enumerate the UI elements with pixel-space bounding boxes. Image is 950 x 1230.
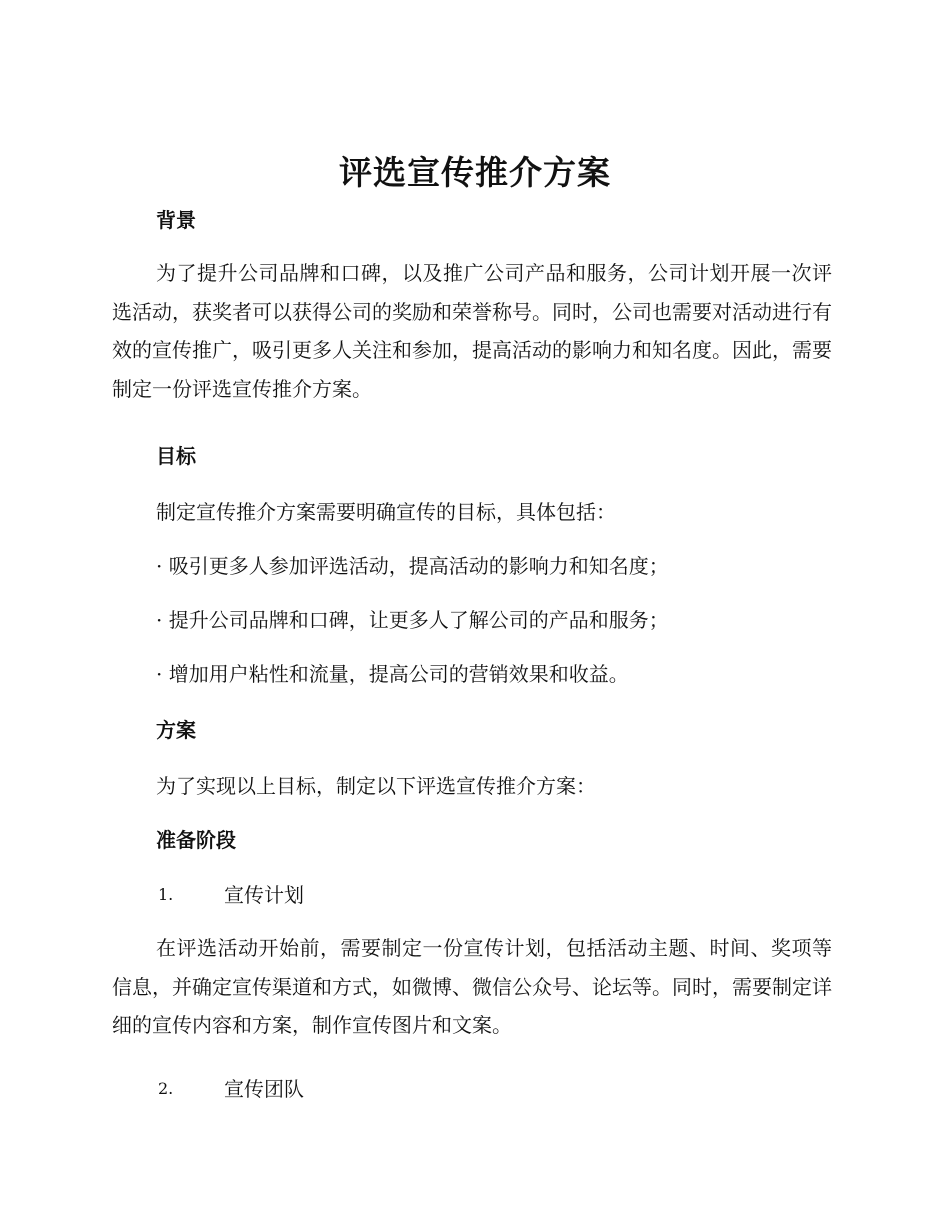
goal-item: · 增加用户粘性和流量，提高公司的营销效果和收益。 [156, 662, 629, 686]
plan-intro: 为了实现以上目标，制定以下评选宣传推介方案： [156, 774, 596, 798]
goal-item: · 吸引更多人参加评选活动，提高活动的影响力和知名度； [156, 554, 669, 578]
section-heading-plan: 方案 [156, 718, 196, 742]
step-paragraph: 在评选活动开始前，需要制定一份宣传计划，包括活动主题、时间、奖项等信息，并确定宣传渠道和方式，如微博、微信公众号、论坛等。同时，需要制定详细的宣传内容和方案，制作宣传图片和文案。 [112, 936, 832, 1037]
step-label: 宣传团队 [224, 1077, 304, 1101]
section-heading-goals: 目标 [156, 444, 196, 468]
section-heading-background: 背景 [156, 208, 196, 232]
step-label: 宣传计划 [224, 883, 304, 907]
step-number: 2. [158, 1079, 174, 1098]
goals-intro: 制定宣传推介方案需要明确宣传的目标，具体包括： [156, 500, 616, 524]
background-paragraph: 为了提升公司品牌和口碑，以及推广公司产品和服务，公司计划开展一次评选活动，获奖者可以获得公司的奖励和荣誉称号。同时，公司也需要对活动进行有效的宣传推广，吸引更多人关注和参加，提高活动的影响力和知名度。因此，需要制定一份评选宣传推介方案。 [112, 261, 832, 401]
goal-item: · 提升公司品牌和口碑，让更多人了解公司的产品和服务； [156, 608, 669, 632]
step-number: 1. [158, 885, 174, 904]
document-title: 评选宣传推介方案 [339, 153, 611, 192]
section-heading-preparation: 准备阶段 [156, 828, 236, 852]
